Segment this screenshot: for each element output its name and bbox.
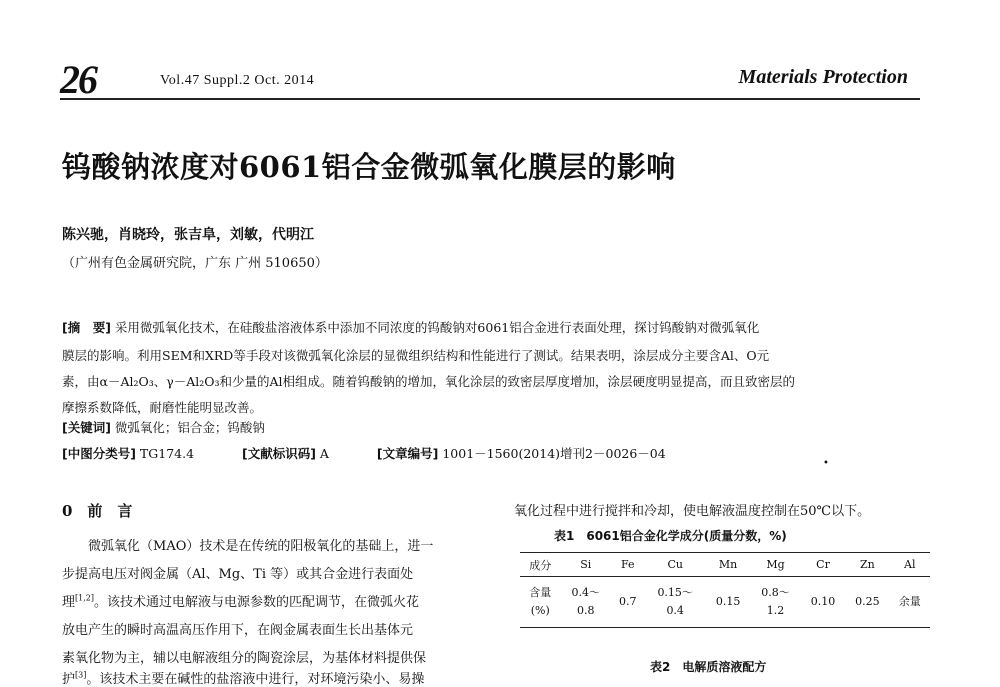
table1-title: 表1 6061铝合金化学成分(质量分数，%) (554, 529, 787, 543)
clc-value: TG174.4 (139, 446, 195, 461)
body-line: 护[3]。该技术主要在碱性的盐溶液中进行，对环境污染小、易操 (62, 670, 425, 687)
abstract-line (62, 318, 928, 336)
table-cell: 0.4～ 0.8 (560, 577, 611, 628)
abstract-text: 采用微弧氧化技术，在硅酸盐溶液体系中添加不同浓度的钨酸钠对6061铝合金进行表面处理，探讨钨酸钠对微弧氧化 (114, 320, 760, 335)
table-header-cell: 成分 (520, 553, 560, 577)
table2-title: 表2 电解质溶液配方 (650, 660, 767, 674)
doc-code-label: [文献标识码] (242, 446, 316, 461)
paper-title: 钨酸钠浓度对6061铝合金微弧氧化膜层的影响 (62, 150, 676, 184)
table-header-cell: Mn (706, 553, 750, 577)
decor-dot: • (823, 458, 829, 469)
table-header-cell: Al (890, 553, 930, 577)
table-header-cell: Si (560, 553, 611, 577)
body-line: 步提高电压对阀金属（Al、Mg、Ti 等）或其合金进行表面处 (62, 567, 414, 582)
article-number-value: 1001－1560(2014)增刊2－0026－04 (442, 446, 666, 461)
page-number: 26 (60, 57, 96, 102)
keywords-label: [关键词] (62, 420, 111, 435)
doc-code-value: A (319, 446, 329, 461)
body-line: 氧化过程中进行搅拌和冷却，使电解液温度控制在50℃以下。 (514, 504, 871, 519)
citation[interactable]: [1,2] (75, 593, 94, 603)
clc-label: [中图分类号] (62, 446, 136, 461)
table-row-label: 含量 (%) (520, 577, 560, 628)
table-header-cell: Cr (801, 553, 845, 577)
table-cell: 0.10 (801, 577, 845, 628)
abstract-line: 摩擦系数降低，耐磨性能明显改善。 (62, 400, 263, 415)
abstract-label: [摘 要] (62, 320, 111, 335)
keywords-text: 微弧氧化；铝合金；钨酸钠 (114, 420, 265, 435)
affiliation: （广州有色金属研究院，广东 广州 510650） (62, 256, 328, 271)
table-header-cell: Mg (750, 553, 801, 577)
table-row (520, 577, 930, 628)
section-heading: 0 前 言 (62, 502, 133, 520)
table-header-cell: Fe (611, 553, 644, 577)
table-header-cell: Cu (644, 553, 705, 577)
table-cell: 0.15 (706, 577, 750, 628)
keywords-line (62, 418, 265, 436)
table-cell: 0.8～ 1.2 (750, 577, 801, 628)
table-cell: 0.15～ 0.4 (644, 577, 705, 628)
article-number-label: [文章编号] (376, 446, 439, 461)
abstract-line: 素，由α－Al₂O₃、γ－Al₂O₃和少量的Al相组成。随着钨酸钠的增加，氧化涂层的致密层厚度增加，涂层硬度明显提高，而且致密层的 (62, 374, 796, 389)
classification-line (62, 444, 666, 462)
header-rule (60, 98, 920, 100)
table-cell: 0.7 (611, 577, 644, 628)
body-line: 素氧化物为主，辅以电解液组分的陶瓷涂层，为基体材料提供保 (62, 651, 427, 666)
table-cell: 余量 (890, 577, 930, 628)
authors: 陈兴驰，肖晓玲，张吉阜，刘敏，代明江 (62, 227, 314, 243)
citation[interactable]: [3] (75, 670, 87, 680)
table-cell: 0.25 (845, 577, 889, 628)
journal-name: Materials Protection (738, 66, 908, 88)
body-line: 理[1,2]。该技术通过电解液与电源参数的匹配调节，在微弧火花 (62, 593, 419, 610)
table-header-row (520, 553, 930, 577)
body-line: 微弧氧化（MAO）技术是在传统的阳极氧化的基础上，进一 (88, 539, 434, 554)
table-header-cell: Zn (845, 553, 889, 577)
abstract-line: 膜层的影响。利用SEM和XRD等手段对该微弧氧化涂层的显微组织结构和性能进行了测试。结果表明，涂层成分主要含Al、O元 (62, 348, 770, 363)
body-line: 放电产生的瞬时高温高压作用下，在阀金属表面生长出基体元 (62, 623, 414, 638)
journal-info: Vol.47 Suppl.2 Oct. 2014 (160, 73, 315, 88)
composition-table (520, 552, 930, 628)
